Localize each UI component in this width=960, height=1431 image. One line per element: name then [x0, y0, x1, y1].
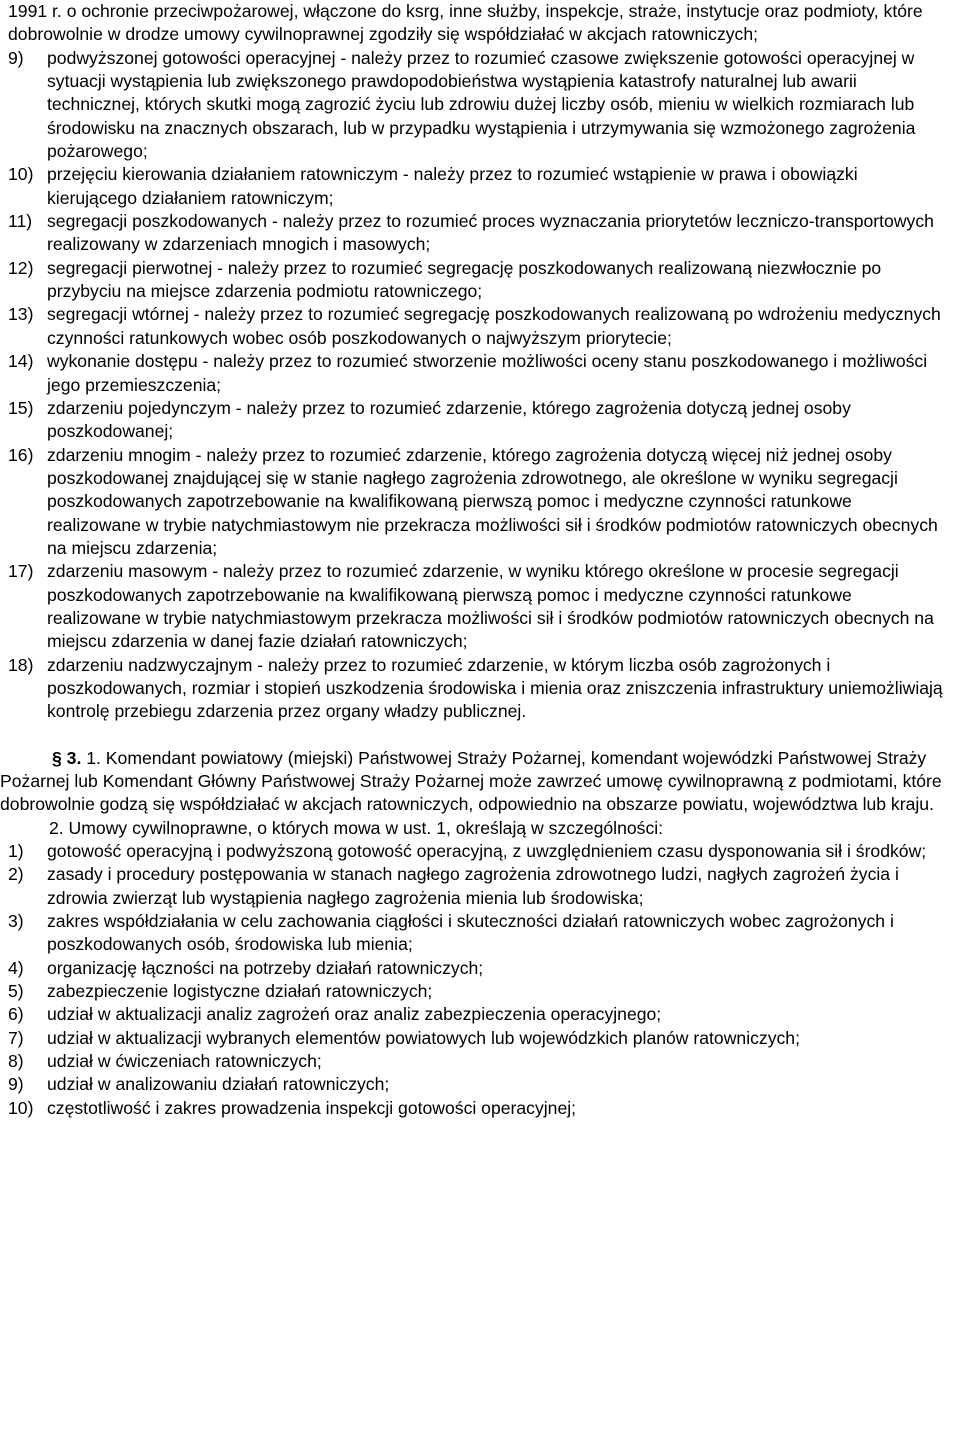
- item-text: zabezpieczenie logistyczne działań ratowniczych;: [47, 981, 433, 1002]
- list-item: [0, 47, 960, 164]
- item-text: zakres współdziałania w celu zachowania ciągłości i skuteczności działań ratowniczych wobec zagrożonych i poszkodowanych osób, środowiska lub mienia;: [47, 911, 894, 955]
- item-text: segregacji poszkodowanych - należy przez to rozumieć proces wyznaczania priorytetów leczniczo-transportowych realizowany w zdarzeniach mnogich i masowych;: [47, 211, 934, 255]
- list-item: [0, 910, 960, 957]
- item-text: udział w analizowaniu działań ratowniczych;: [47, 1074, 390, 1095]
- section-3-items-list: [0, 840, 960, 1120]
- item-number: 1): [8, 841, 24, 862]
- item-text: zdarzeniu masowym - należy przez to rozumieć zdarzenie, w wyniku którego określone w procesie segregacji poszkodowanych zapotrzebowanie na kwalifikowaną pierwszą pomoc i medyczne czynności ratunkowe realizowane w trybie natychmiastowym przekracza możliwości sił i środków podmiotów ratowniczych obecnych na miejscu zdarzenia w danej fazie działań ratowniczych;: [47, 561, 934, 652]
- item-number: 7): [8, 1027, 24, 1048]
- item-number: 16): [8, 444, 34, 465]
- item-text: przejęciu kierowania działaniem ratowniczym - należy przez to rozumieć wstąpienie w prawa i obowiązki kierującego działaniem ratowniczym;: [47, 164, 858, 208]
- item-text: segregacji pierwotnej - należy przez to rozumieć segregację poszkodowanych realizowaną niezwłocznie po przybyciu na miejsce zdarzenia podmiotu ratowniczego;: [47, 257, 882, 302]
- item-number: 6): [8, 1004, 24, 1025]
- list-item: [0, 1027, 960, 1050]
- list-item: [0, 350, 960, 397]
- section-3-paragraph-2: [0, 817, 958, 840]
- list-item: [0, 1003, 960, 1026]
- item-text: segregacji wtórnej - należy przez to rozumieć segregację poszkodowanych realizowaną po wdrożeniu medycznych czynności ratunkowych wobec osób poszkodowanych o najwyższym priorytecie;: [47, 304, 941, 348]
- list-item: [0, 840, 960, 863]
- list-item: [0, 1097, 960, 1120]
- list-item: [0, 980, 960, 1003]
- item-text: organizację łączności na potrzeby działań ratowniczych;: [47, 957, 484, 978]
- intro-paragraph: 1991 r. o ochronie przeciwpożarowej, włączone do ksrg, inne służby, inspekcje, straże, instytucje oraz podmioty, które dobrowolnie w drodze umowy cywilnoprawnej zgodziły się współdziałać w akcjach ratowniczych;: [8, 1, 923, 45]
- item-text: udział w ćwiczeniach ratowniczych;: [47, 1051, 322, 1072]
- item-number: 15): [8, 397, 34, 418]
- item-number: 10): [8, 1097, 34, 1118]
- definitions-list: [0, 47, 960, 724]
- list-item: [0, 210, 960, 257]
- item-number: 11): [8, 211, 33, 232]
- list-item: [0, 654, 960, 724]
- item-text: zdarzeniu mnogim - należy przez to rozumieć zdarzenie, którego zagrożenia dotyczą więcej niż jednej osoby poszkodowanej znajdującej się w stanie nagłego zagrożenia zdrowotnego, ale określone w wyniku segregacji poszkodowanych zapotrzebowanie na kwalifikowaną pierwszą pomoc i medyczne czynności ratunkowe realizowane w trybie natychmiastowym nie przekracza możliwości sił i środków podmiotów ratowniczych obecnych na miejscu zdarzenia;: [47, 444, 938, 558]
- list-item: [0, 397, 960, 444]
- list-item: [0, 1073, 960, 1096]
- item-number: 12): [8, 257, 34, 278]
- section-mark: § 3.: [52, 747, 82, 768]
- section-3-para2-text: 2. Umowy cywilnoprawne, o których mowa w ust. 1, określają w szczególności:: [49, 817, 664, 838]
- item-number: 14): [8, 351, 34, 372]
- item-number: 4): [8, 957, 24, 978]
- item-number: 13): [8, 304, 34, 325]
- item-text: częstotliwość i zakres prowadzenia inspekcji gotowości operacyjnej;: [47, 1097, 577, 1118]
- item-number: 17): [8, 561, 34, 582]
- item-number: 9): [8, 1074, 24, 1095]
- item-text: wykonanie dostępu - należy przez to rozumieć stworzenie możliwości oceny stanu poszkodowanego i możliwości jego przemieszczenia;: [47, 351, 928, 395]
- list-item: [0, 303, 960, 350]
- item-text: podwyższonej gotowości operacyjnej - należy przez to rozumieć czasowe zwiększenie gotowości operacyjnej w sytuacji wystąpienia lub zwiększonego prawdopodobieństwa wystąpienia katastrofy naturalnej lub awarii technicznej, których skutki mogą zagrozić życiu lub zdrowiu dużej liczby osób, mieniu w wielkich rozmiarach lub środowisku na znacznych obszarach, lub w przypadku wystąpienia i utrzymywania się wzmożonego zagrożenia pożarowego;: [47, 47, 916, 162]
- list-item: [0, 444, 960, 561]
- list-item: [0, 560, 960, 653]
- item-text: gotowość operacyjną i podwyższoną gotowość operacyjną, z uwzględnieniem czasu dysponowania sił i środków;: [47, 841, 927, 862]
- item-text: zdarzeniu nadzwyczajnym - należy przez to rozumieć zdarzenie, w którym liczba osób zagrożonych i poszkodowanych, rozmiar i stopień uszkodzenia środowiska i mienia oraz zniszczenia infrastruktury uniemożliwiają kontrolę przebiegu zdarzenia przez organy władzy publicznej.: [47, 654, 943, 722]
- item-number: 9): [8, 47, 24, 68]
- item-text: zdarzeniu pojedynczym - należy przez to rozumieć zdarzenie, którego zagrożenia dotyczą jednej osoby poszkodowanej;: [47, 397, 851, 442]
- item-number: 10): [8, 164, 34, 185]
- list-item: [0, 1050, 960, 1073]
- list-item: [0, 863, 960, 910]
- item-number: 8): [8, 1051, 24, 1072]
- item-number: 2): [8, 864, 24, 885]
- item-number: 3): [8, 911, 24, 932]
- list-item: [0, 163, 960, 210]
- item-text: zasady i procedury postępowania w stanach nagłego zagrożenia zdrowotnego ludzi, nagłych zagrożeń życia i zdrowia zwierząt lub wystąpienia nagłego zagrożenia mienia lub środowiska;: [47, 864, 899, 908]
- section-gap: [0, 724, 960, 747]
- item-text: udział w aktualizacji wybranych elementów powiatowych lub wojewódzkich planów ratowniczych;: [47, 1027, 800, 1048]
- list-item: [0, 257, 960, 304]
- item-text: udział w aktualizacji analiz zagrożeń oraz analiz zabezpieczenia operacyjnego;: [47, 1004, 662, 1025]
- section-3-paragraph-1: [0, 747, 958, 817]
- list-item: [0, 957, 960, 980]
- item-number: 18): [8, 654, 34, 675]
- section-3-para1-text: 1. Komendant powiatowy (miejski) Państwowej Straży Pożarnej, komendant wojewódzki Państwowej Straży Pożarnej lub Komendant Główny Państwowej Straży Pożarnej może zawrzeć umowę cywilnoprawną z podmiotami, które dobrowolnie godzą się współdziałać w akcjach ratowniczych, odpowiednio na obszarze powiatu, województwa lub kraju.: [0, 747, 942, 815]
- item-number: 5): [8, 981, 24, 1002]
